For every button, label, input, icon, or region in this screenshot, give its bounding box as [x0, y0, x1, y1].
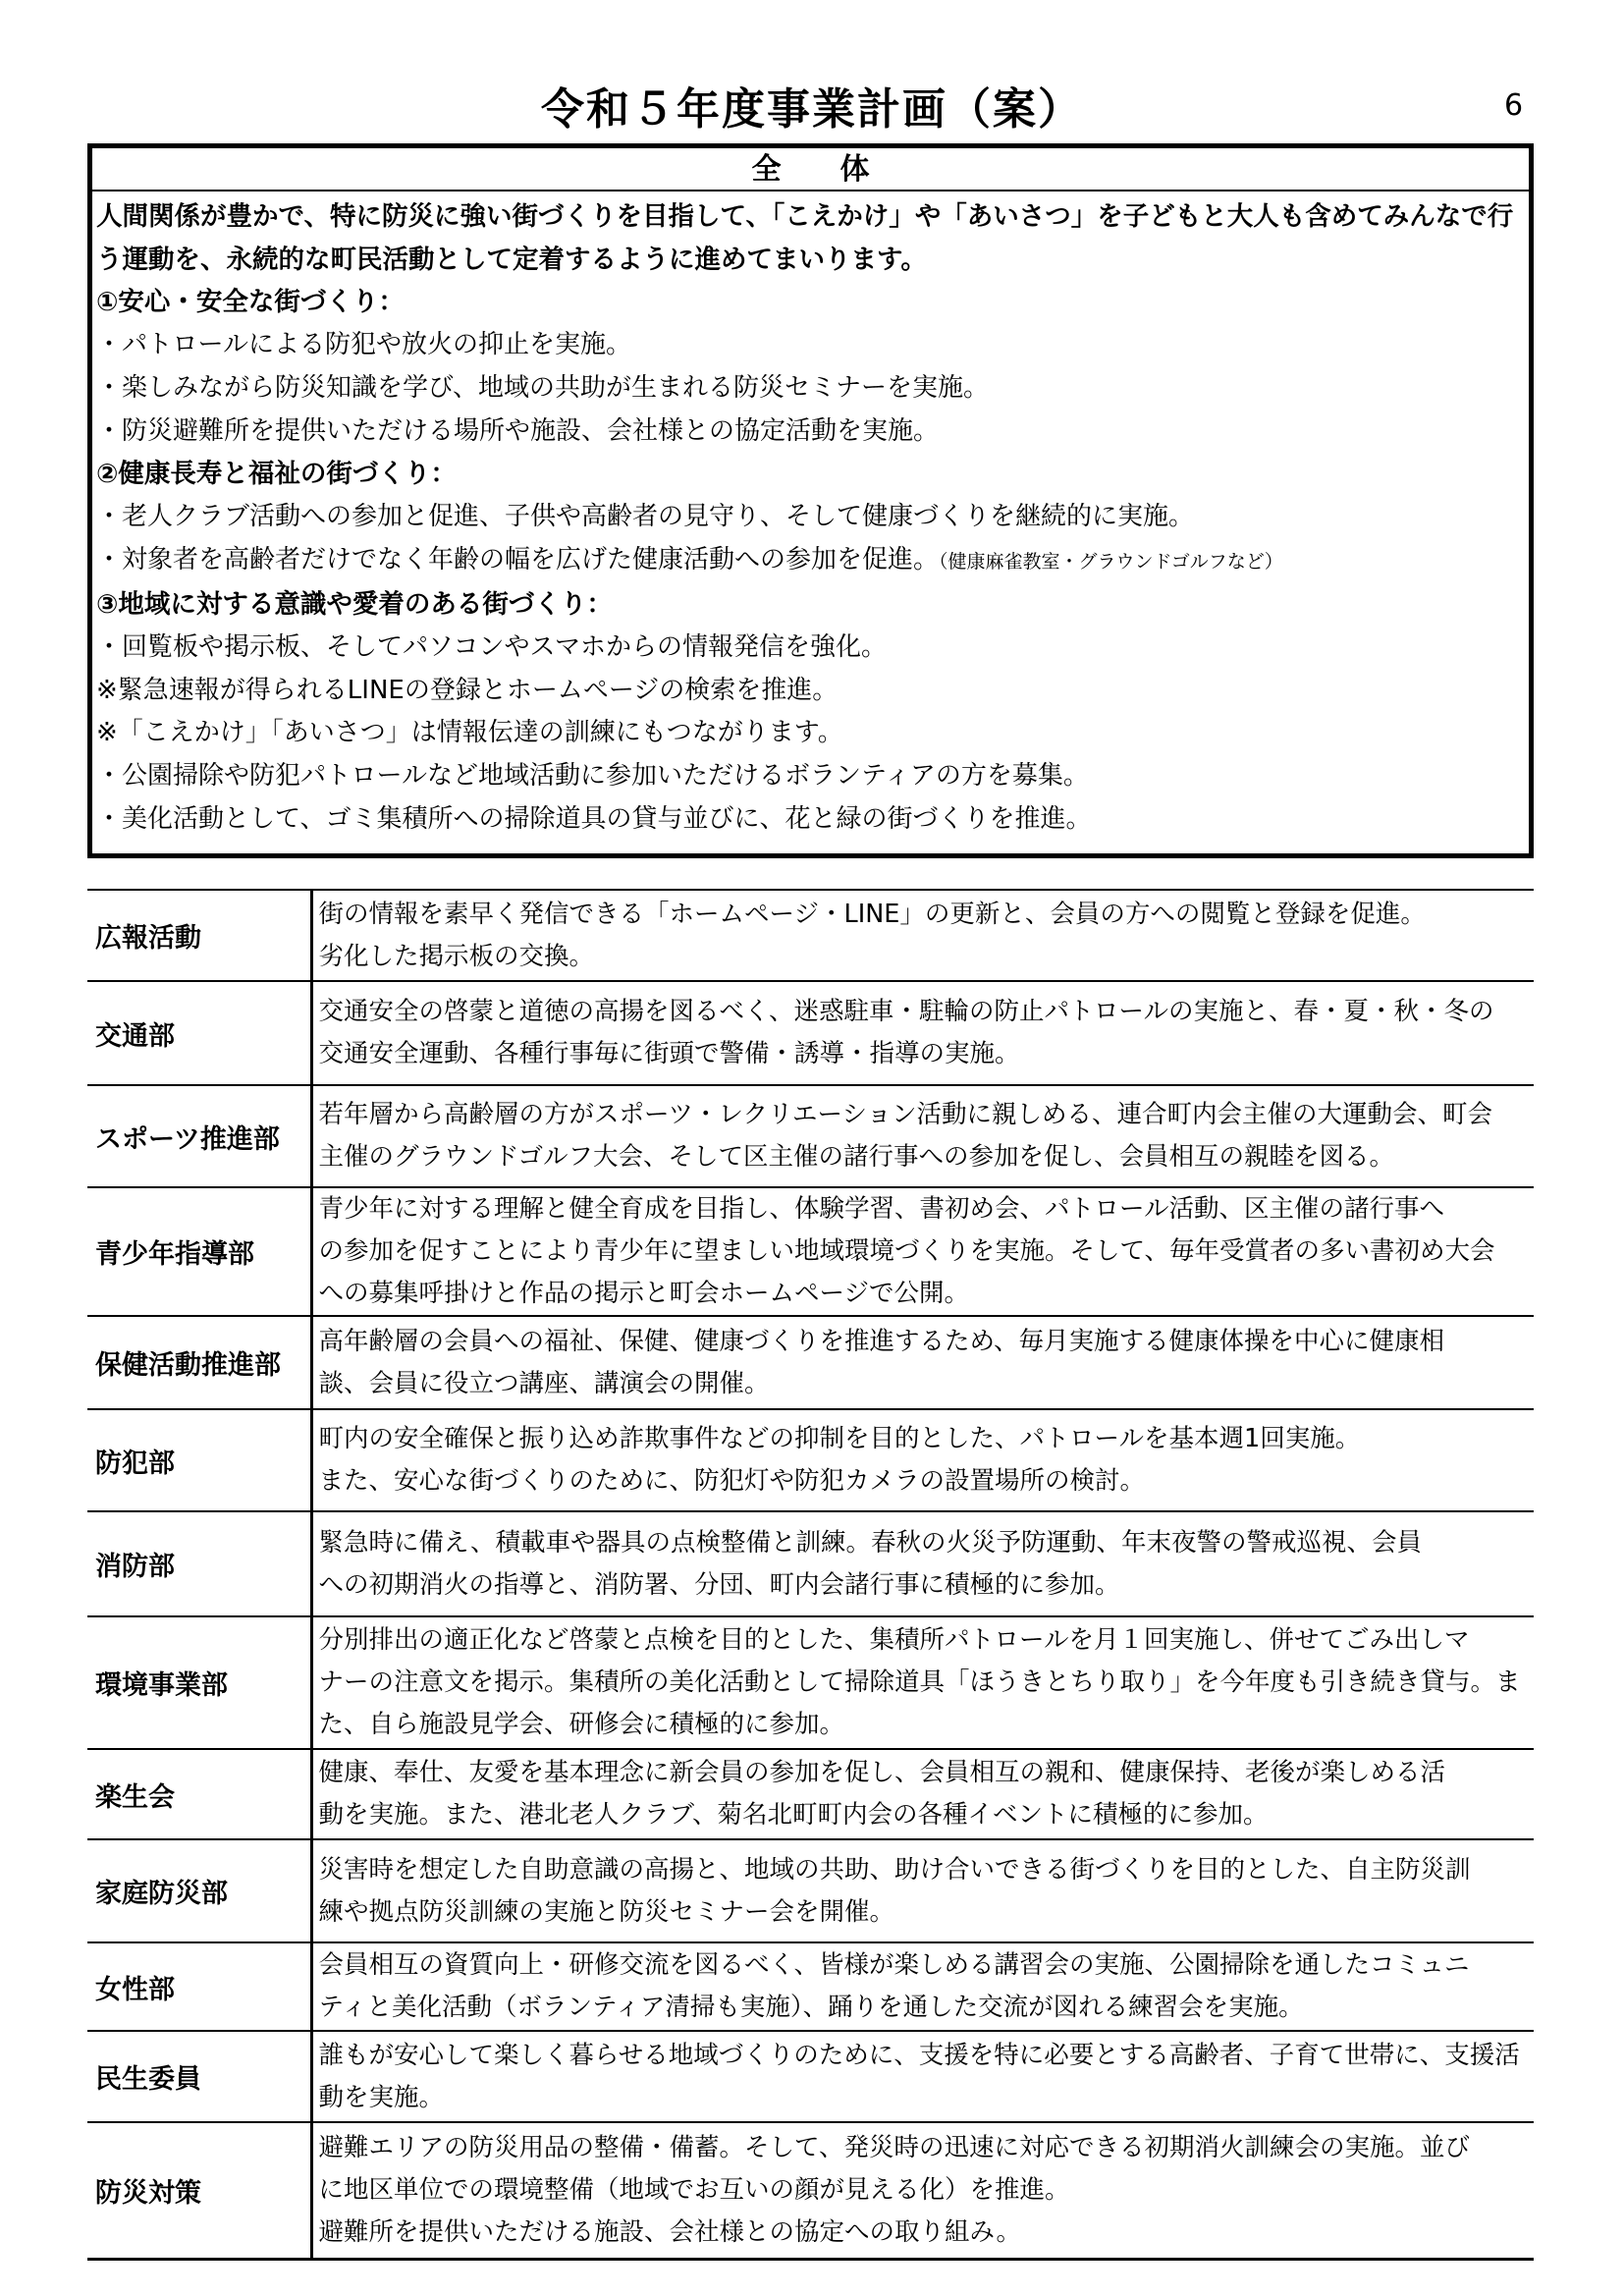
department-name: 防犯部	[87, 1409, 311, 1511]
page-number: 6	[1504, 88, 1524, 123]
table-row	[87, 2122, 1534, 2259]
description-line: 避難所を提供いただける施設、会社様との協定への取り組み。	[318, 2216, 1022, 2247]
section-heading-health: ②健康長寿と福祉の街づくり：	[96, 459, 457, 490]
description-line: 劣化した掲示板の交換。	[318, 941, 595, 971]
department-description	[311, 1085, 1534, 1187]
department-description	[311, 1187, 1534, 1316]
department-description	[311, 1511, 1534, 1616]
section-item-note: （健康麻雀教室・グラウンドゴルフなど）	[939, 550, 1283, 573]
department-name: 民生委員	[87, 2031, 311, 2122]
overview-body	[92, 191, 1529, 842]
description-line: 町内の安全確保と振り込め詐欺事件などの抑制を目的とした、パトロールを基本週1回実施。	[318, 1424, 1361, 1453]
department-description	[311, 1316, 1534, 1409]
department-description	[311, 2122, 1534, 2259]
section-item-text: ・対象者を高齢者だけでなく年齢の幅を広げた健康活動への参加を促進。	[96, 544, 940, 574]
description-line: 主催のグラウンドゴルフ大会、そして区主催の諸行事への参加を促し、会員相互の親睦を図る。	[318, 1142, 1394, 1172]
description-line: ティと美化活動（ボランティア清掃も実施）、踊りを通した交流が図れる練習会を実施。	[318, 1993, 1304, 2022]
description-line: 動を実施。また、港北老人クラブ、菊名北町町内会の各種イベントに積極的に参加。	[318, 1800, 1269, 1830]
description-line: 分別排出の適正化など啓蒙と点検を目的とした、集積所パトロールを月１回実施し、併せてごみ出しマ	[318, 1625, 1470, 1655]
department-description	[311, 1942, 1534, 2031]
table-row	[87, 1749, 1534, 1839]
table-row	[87, 1839, 1534, 1942]
description-line: 交通安全運動、各種行事毎に街頭で警備・誘導・指導の実施。	[318, 1039, 1020, 1068]
department-name: 楽生会	[87, 1749, 311, 1839]
description-line: 災害時を想定した自助意識の高揚と、地域の共助、助け合いできる街づくりを目的とした、自主防災訓	[318, 1854, 1471, 1885]
section-item: ・回覧板や掲示板、そしてパソコンやスマホからの情報発信を強化。	[96, 632, 887, 663]
description-line: 若年層から高齢層の方がスポーツ・レクリエーション活動に親しめる、連合町内会主催の大運動会、町会	[318, 1100, 1492, 1129]
department-name: 交通部	[87, 981, 311, 1085]
department-description	[311, 1749, 1534, 1839]
description-line: た、自ら施設見学会、研修会に積極的に参加。	[318, 1710, 845, 1739]
description-line: への募集呼掛けと作品の掲示と町会ホームページで公開。	[318, 1279, 969, 1308]
description-line: 青少年に対する理解と健全育成を目指し、体験学習、書初め会、パトロール活動、区主催の諸行事へ	[318, 1194, 1444, 1224]
department-name: 保健活動推進部	[87, 1316, 311, 1409]
department-description	[311, 890, 1534, 981]
description-line: 会員相互の資質向上・研修交流を図るべく、皆様が楽しめる講習会の実施、公園掃除を通したコミュニ	[318, 1950, 1470, 1980]
section-item: ・老人クラブ活動への参加と促進、子供や高齢者の見守り、そして健康づくりを継続的に実施。	[96, 501, 1195, 531]
description-line: 緊急時に備え、積載車や器具の点検整備と訓練。春秋の火災予防運動、年末夜警の警戒巡視、会員	[318, 1527, 1423, 1558]
department-description	[311, 1839, 1534, 1942]
department-description	[311, 2031, 1534, 2122]
section-item: ・防災避難所を提供いただける場所や施設、会社様との協定活動を実施。	[96, 415, 940, 446]
table-row	[87, 981, 1534, 1085]
section-item	[96, 539, 1529, 584]
overview-heading: 全体	[92, 148, 1529, 191]
table-row	[87, 1616, 1534, 1749]
department-name: 青少年指導部	[87, 1187, 311, 1316]
description-line: 避難エリアの防災用品の整備・備蓄。そして、発災時の迅速に対応できる初期消火訓練会の実施。並び	[318, 2132, 1470, 2162]
section-item: ※緊急速報が得られるLINEの登録とホームページの検索を推進。	[96, 675, 839, 705]
description-line: への初期消火の指導と、消防署、分団、町内会諸行事に積極的に参加。	[318, 1569, 1120, 1600]
table-row	[87, 1187, 1534, 1316]
department-name: 防災対策	[87, 2122, 311, 2259]
table-row	[87, 1085, 1534, 1187]
description-line: ナーの注意文を掲示。集積所の美化活動として掃除道具「ほうきとちり取り」を今年度も引き続き貸与。ま	[318, 1667, 1521, 1697]
section-item: ・楽しみながら防災知識を学び、地域の共助が生まれる防災セミナーを実施。	[96, 372, 989, 403]
department-description	[311, 1409, 1534, 1511]
description-line: また、安心な街づくりのために、防犯灯や防犯カメラの設置場所の検討。	[318, 1466, 1146, 1496]
department-name: 家庭防災部	[87, 1839, 311, 1942]
department-name: 広報活動	[87, 890, 311, 981]
description-line: 健康、奉仕、友愛を基本理念に新会員の参加を促し、会員相互の親和、健康保持、老後が楽しめる活	[318, 1758, 1446, 1787]
department-table-body	[87, 890, 1534, 2259]
department-description	[311, 1616, 1534, 1749]
table-row	[87, 1316, 1534, 1409]
page-title: 令和５年度事業計画（案）	[541, 84, 1083, 135]
section-item: ・公園掃除や防犯パトロールなど地域活動に参加いただけるボランティアの方を募集。	[96, 761, 1089, 792]
description-line: 誰もが安心して楽しく暮らせる地域づくりのために、支援を特に必要とする高齢者、子育て世帯に、支援活	[318, 2040, 1520, 2070]
overview-intro-line: う運動を、永続的な町民活動として定着するように進めてまいります。	[96, 244, 927, 275]
department-table	[87, 889, 1534, 2261]
section-item: ※「こえかけ」「あいさつ」は情報伝達の訓練にもつながります。	[96, 718, 843, 748]
overview-intro-line: 人間関係が豊かで、特に防災に強い街づくりを目指して、「こえかけ」や「あいさつ」を子どもと大人も含めてみんなで行	[96, 201, 1514, 232]
table-row	[87, 890, 1534, 981]
department-name: スポーツ推進部	[87, 1085, 311, 1187]
section-heading-safety: ①安心・安全な街づくり：	[96, 287, 405, 318]
description-line: に地区単位での環境整備（地域でお互いの顔が見える化）を推進。	[318, 2174, 1070, 2205]
department-name: 環境事業部	[87, 1616, 311, 1749]
description-line: 練や拠点防災訓練の実施と防災セミナー会を開催。	[318, 1896, 895, 1927]
overview-box	[87, 143, 1534, 858]
section-item: ・パトロールによる防犯や放火の抑止を実施。	[96, 330, 631, 360]
department-name: 消防部	[87, 1511, 311, 1616]
description-line: 高年齢層の会員への福祉、保健、健康づくりを推進するため、毎月実施する健康体操を中心に健康相	[318, 1326, 1444, 1356]
table-row	[87, 1511, 1534, 1616]
table-row	[87, 1942, 1534, 2031]
description-line: 談、会員に役立つ講座、講演会の開催。	[318, 1368, 770, 1398]
section-heading-community: ③地域に対する意識や愛着のある街づくり：	[96, 589, 613, 621]
department-description	[311, 981, 1534, 1085]
department-name: 女性部	[87, 1942, 311, 2031]
table-row	[87, 2031, 1534, 2122]
description-line: 動を実施。	[318, 2082, 445, 2112]
section-item: ・美化活動として、ゴミ集積所への掃除道具の貸与並びに、花と緑の街づくりを推進。	[96, 803, 1092, 834]
description-line: の参加を促すことにより青少年に望ましい地域環境づくりを実施。そして、毎年受賞者の多い書初め大会	[318, 1236, 1495, 1266]
description-line: 交通安全の啓蒙と道徳の高揚を図るべく、迷惑駐車・駐輪の防止パトロールの実施と、春・夏・秋・冬の	[318, 997, 1494, 1026]
description-line: 街の情報を素早く発信できる「ホームページ・LINE」の更新と、会員の方への閲覧と登録を促進。	[318, 899, 1426, 929]
table-row	[87, 1409, 1534, 1511]
